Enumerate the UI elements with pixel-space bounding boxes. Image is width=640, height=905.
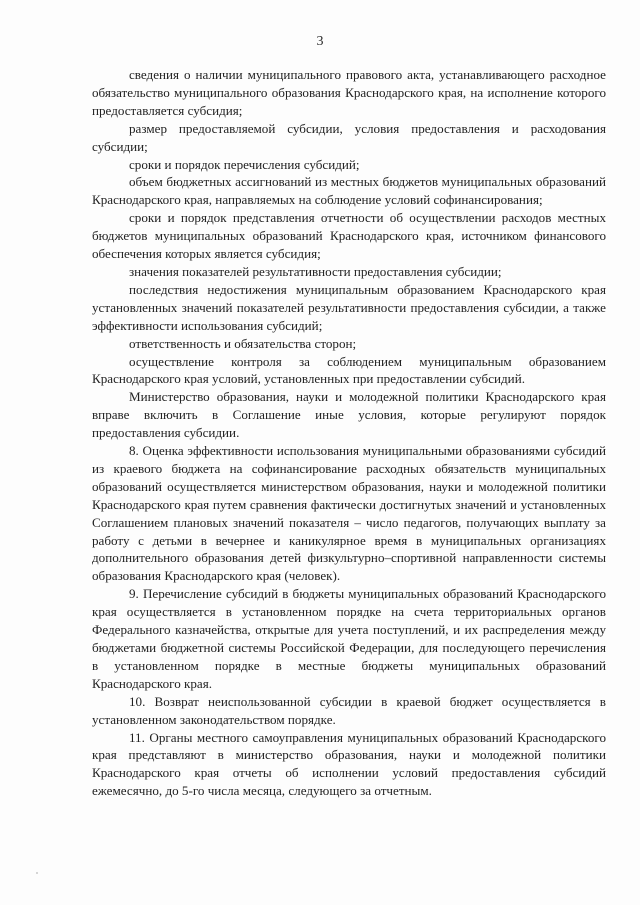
paragraph-subsidy-size: размер предоставляемой субсидии, условия предоставления и расходования субсидии; [92,120,606,154]
paragraph-performance-indicators: значения показателей результативности предоставления субсидии; [129,263,502,279]
paragraph-ministry-conditions: Министерство образования, науки и молодежной политики Краснодарского края вправе включить в Соглашение иные условия, которые регулируют порядок предоставления субсидии. [92,389,606,441]
paragraph-responsibility: ответственность и обязательства сторон; [129,335,357,351]
paragraph-section-9: 9. Перечисление субсидий в бюджеты муниципальных образований Краснодарского края осуществляется в установленном порядке на счета территориальных органов Федерального казначейства, открытые для учета поступлений, и их распределения между бюджетами бюджетной системы Российской Федерации, для последующего перечисления в установленном порядке в местные бюджеты муниципальных образований Краснодарского края. [92,586,606,691]
paragraph-reporting-terms: сроки и порядок представления отчетности об осуществлении расходов местных бюджетов муниципальных образований Краснодарского края, источником финансового обеспечения которых является субсидия; [92,210,606,262]
scan-speck [36,872,38,874]
paragraph-section-10: 10. Возврат неиспользованной субсидии в краевой бюджет осуществляется в установленном законодательством порядке. [92,693,606,727]
paragraph-legal-act-info: сведения о наличии муниципального правового акта, устанавливающего расходное обязательство муниципального образования Краснодарского края, на исполнение которого предоставляется субсидия; [92,67,606,118]
paragraph-non-achievement-consequences: последствия недостижения муниципальным образованием Краснодарского края установленных значений показателей результативности предоставления субсидии, а также эффективности использования субсидий; [92,281,606,333]
paragraph-section-8: 8. Оценка эффективности использования муниципальными образованиями субсидий из краевого бюджета на софинансирование расходных обязательств муниципальных образований осуществляется министерством образования, науки и молодежной политики Краснодарского края путем сравнения фактически достигнутых значений и установленных Соглашением плановых значений показателя – число педагогов, получающих выплату за работу с детьми в вечернее и каникулярное время в муниципальных организациях дополнительного образования детей физкультурно–спортивной направленности системы образования Краснодарского края (человек). [92,443,606,584]
paragraph-transfer-terms: сроки и порядок перечисления субсидий; [129,156,360,172]
document-body [92,66,606,800]
paragraph-control: осуществление контроля за соблюдением муниципальным образованием Краснодарского края условий, установленных при предоставлении субсидий. [92,353,606,387]
paragraph-budget-allocations: объем бюджетных ассигнований из местных бюджетов муниципальных образований Краснодарского края, направляемых на соблюдение условий софинансирования; [92,174,606,208]
paragraph-section-11: 11. Органы местного самоуправления муниципальных образований Краснодарского края представляют в министерство образования, науки и молодежной политики Краснодарского края отчеты об исполнении условий предоставления субсидий ежемесячно, до 5-го числа месяца, следующего за отчетным. [92,729,606,799]
page-number: 3 [316,34,324,49]
